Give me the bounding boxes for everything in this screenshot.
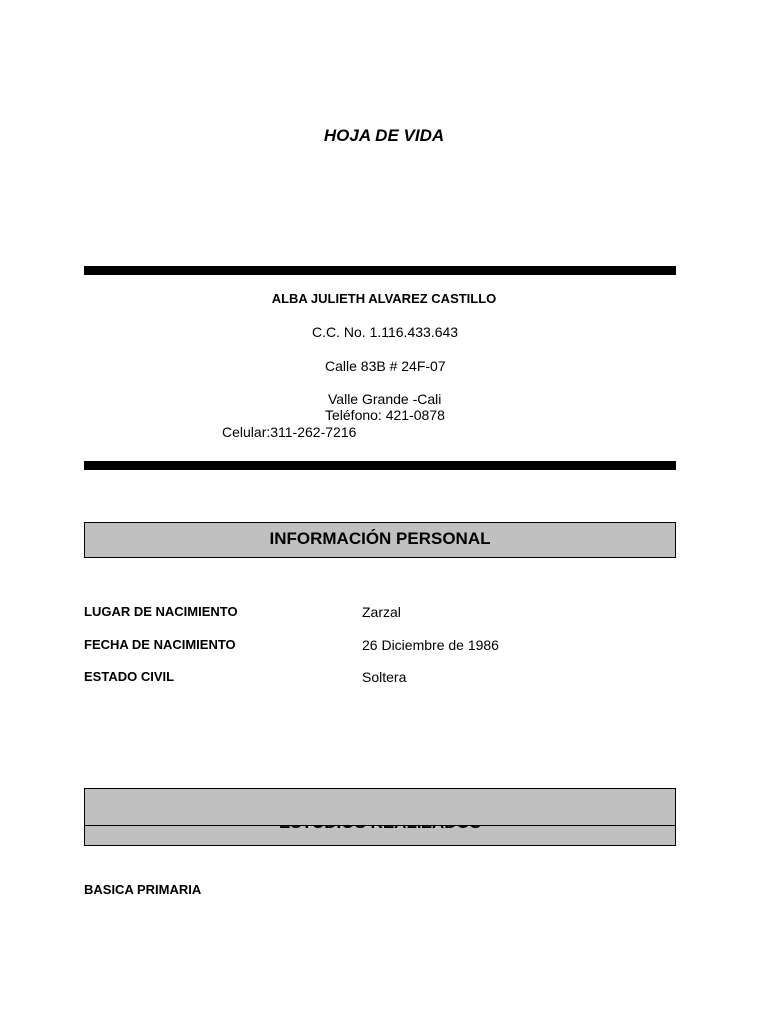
top-divider <box>84 266 676 275</box>
field-label-marital-status: ESTADO CIVIL <box>84 669 175 684</box>
address-street: Calle 83B # 24F-07 <box>325 358 446 374</box>
field-label-birthdate: FECHA DE NACIMIENTO <box>84 637 236 652</box>
phone-number: Teléfono: 421-0878 <box>325 407 445 423</box>
field-value-marital-status: Soltera <box>362 669 407 685</box>
field-value-birthdate: 26 Diciembre de 1986 <box>362 637 499 653</box>
field-value-birthplace: Zarzal <box>362 604 401 620</box>
id-number: C.C. No. 1.116.433.643 <box>312 324 459 340</box>
cell-number: Celular:311-262-7216 <box>222 424 357 440</box>
field-label-birthplace: LUGAR DE NACIMIENTO <box>84 604 238 619</box>
section-heading-studies-overlay <box>85 789 675 826</box>
bottom-divider <box>84 461 676 470</box>
section-heading-studies <box>84 788 676 846</box>
candidate-name: ALBA JULIETH ALVAREZ CASTILLO <box>271 291 497 306</box>
studies-subheading-primary: BASICA PRIMARIA <box>84 882 202 897</box>
section-heading-personal: INFORMACIÓN PERSONAL <box>84 522 676 558</box>
document-title: HOJA DE VIDA <box>323 126 445 145</box>
address-city: Valle Grande -Cali <box>328 391 442 407</box>
